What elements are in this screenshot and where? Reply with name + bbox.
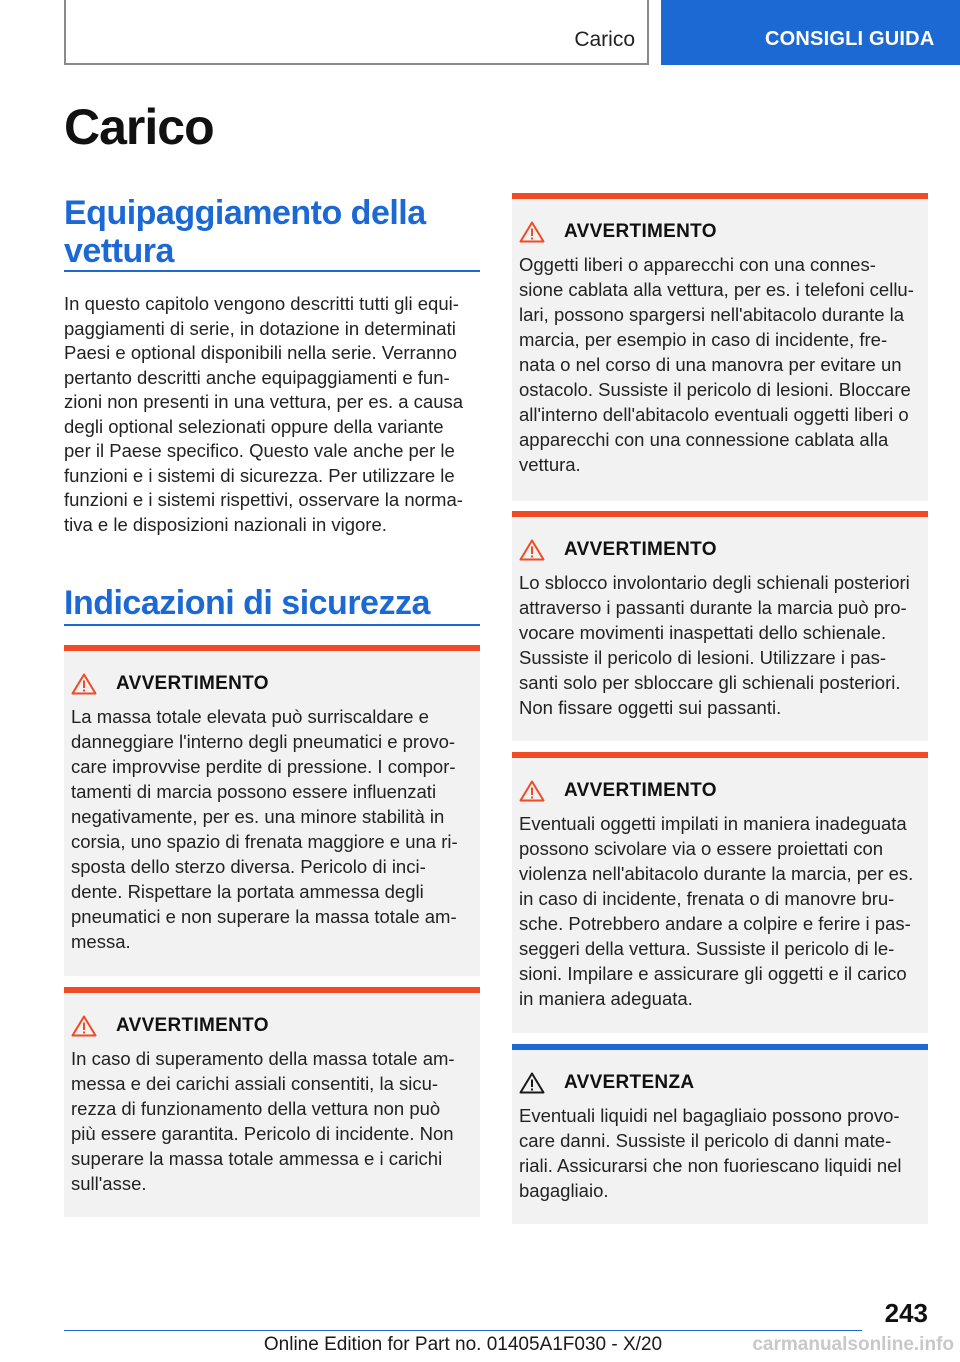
text-line: violenza nell'abitacolo durante la marcia, per es. [519,863,914,884]
warning-box-header [519,780,717,802]
warning-box [512,511,928,741]
running-header-section: Carico [574,28,635,51]
text-line: care danni. Sussiste il pericolo di danni mate- [519,1130,892,1151]
warning-box [64,645,480,976]
text-line: Non fissare oggetti sui passanti. [519,697,782,718]
text-line: degli optional selezionati oppure della variante [64,415,444,437]
section-rule [64,270,480,272]
text-line: corsia, uno spazio di frenata maggiore e una ri- [71,831,458,852]
text-line: messa e dei carichi assiali consentiti, la sicu- [71,1073,439,1094]
warning-triangle-icon [519,780,545,802]
text-line: In caso di superamento della massa totale am- [71,1048,455,1069]
warning-triangle-icon [71,1015,97,1037]
caution-box-text [519,1103,924,1203]
warning-box-label: AVVERTIMENTO [564,221,717,242]
section-heading-safety: Indicazioni di sicurezza [64,584,430,622]
warning-box-label: AVVERTIMENTO [116,673,269,694]
chapter-tab [661,0,960,65]
text-line: riali. Assicurarsi che non fuoriescano liquidi nel [519,1155,902,1176]
chapter-tab-label: CONSIGLI GUIDA [765,28,935,50]
text-line: all'interno dell'abitacolo eventuali oggetti liberi o [519,404,909,425]
text-line: seggeri della vettura. Sussiste il pericolo di le- [519,938,895,959]
heading-line: Equipaggiamento della [64,194,426,232]
warning-triangle-icon [519,539,545,561]
text-line: sione cablata alla vettura, per es. i telefoni cellu- [519,279,914,300]
warning-triangle-icon [71,673,97,695]
text-line: pertanto descritti anche equipaggiamenti e fun- [64,366,450,388]
text-line: La massa totale elevata può surriscaldare e [71,706,429,727]
text-line: Eventuali liquidi nel bagagliaio possono provo- [519,1105,900,1126]
text-line: vettura. [519,454,581,475]
section-rule [64,624,480,626]
text-line: superare la massa totale ammessa e i carichi [71,1148,443,1169]
text-line: pneumatici e non superare la massa totale am- [71,906,457,927]
text-line: paggiamenti di serie, in dotazione in determinati [64,317,456,339]
warning-box-header [519,539,717,561]
text-line: sioni. Impilare e assicurare gli oggetti e il carico [519,963,907,984]
warning-box-header [71,673,269,695]
warning-box [64,987,480,1217]
warning-box-text [71,1046,476,1196]
running-header-frame [64,0,649,65]
caution-box-header [519,1072,694,1094]
text-line: ostacolo. Sussiste il pericolo di lesioni. Bloccare [519,379,911,400]
text-line: tamenti di marcia possono essere influenzati [71,781,437,802]
text-line: per il Paese specifico. Questo vale anche per le [64,440,455,461]
text-line: sche. Potrebbero andare a colpire e ferire i pas- [519,913,911,934]
warning-triangle-icon [519,1072,545,1094]
warning-box-label: AVVERTIMENTO [564,539,717,560]
text-line: Eventuali oggetti impilati in maniera inadeguata [519,813,907,834]
text-line: negativamente, per es. una minore stabilità in [71,806,445,827]
text-line: danneggiare l'interno degli pneumatici e provo- [71,731,456,752]
text-line: bagagliaio. [519,1180,609,1201]
text-line: care improvvise perdite di pressione. I compor- [71,756,456,777]
text-line: Sussiste il pericolo di lesioni. Utilizzare i pas- [519,647,887,668]
text-line: rezza di funzionamento della vettura non può [71,1098,441,1119]
text-line: marcia, per esempio in caso di incidente, fre- [519,329,888,350]
warning-box-text [519,252,924,477]
heading-line: vettura [64,232,174,270]
warning-box-label: AVVERTIMENTO [564,780,717,801]
warning-box-text [519,570,924,720]
text-line: vocare movimenti inaspettati dello schienale. [519,622,887,643]
text-line: funzioni e i sistemi rispettivi, osservare la norma- [64,489,463,510]
text-line: zioni non presenti in una vettura, per es. a causa [64,391,464,412]
text-line: Paesi e optional disponibili nella serie. Verranno [64,342,457,363]
text-line: in maniera adeguata. [519,988,693,1009]
text-line: in caso di incidente, frenata o di manovre bru- [519,888,895,909]
footer-rule [64,1330,862,1331]
watermark: carmanualsonline.info [752,1334,954,1355]
text-line: sull'asse. [71,1173,147,1194]
caution-box-label: AVVERTENZA [564,1072,695,1093]
text-line: dente. Rispettare la portata ammessa degli [71,881,424,902]
page-title: Carico [64,99,214,155]
text-line: Oggetti liberi o apparecchi con una connes- [519,254,876,275]
text-line: messa. [71,931,131,952]
text-line: lari, possono spargersi nell'abitacolo durante la [519,304,905,325]
warning-box-text [519,811,924,1011]
text-line: tiva e le disposizioni nazionali in vigore. [64,513,387,535]
warning-box-header [519,221,717,243]
text-line: Lo sblocco involontario degli schienali posteriori [519,572,910,593]
warning-box-header [71,1015,269,1037]
warning-triangle-icon [519,221,545,243]
warning-box [512,193,928,501]
warning-box-text [71,704,476,954]
section-heading-equipment [64,194,426,270]
text-line: nata o nel corso di una manovra per evitare un [519,354,902,375]
text-line: santi solo per sbloccare gli schienali posteriori. [519,672,901,693]
text-line: apparecchi con una connessione cablata alla [519,429,889,450]
text-line: funzioni e i sistemi di sicurezza. Per utilizzare le [64,464,455,486]
caution-box [512,1044,928,1224]
text-line: attraverso i passanti durante la marcia può pro- [519,597,907,618]
text-line: più essere garantita. Pericolo di incidente. Non [71,1123,454,1144]
page-number: 243 [884,1298,928,1328]
text-line: possono scivolare via o essere proiettati con [519,838,884,859]
warning-box [512,752,928,1033]
text-line: sposta dello sterzo diversa. Pericolo di inci- [71,856,426,877]
footer-edition: Online Edition for Part no. 01405A1F030 - X/20 [263,1334,663,1355]
warning-box-label: AVVERTIMENTO [116,1015,269,1036]
text-line: In questo capitolo vengono descritti tutti gli equi- [64,293,459,314]
intro-paragraph [64,292,480,537]
